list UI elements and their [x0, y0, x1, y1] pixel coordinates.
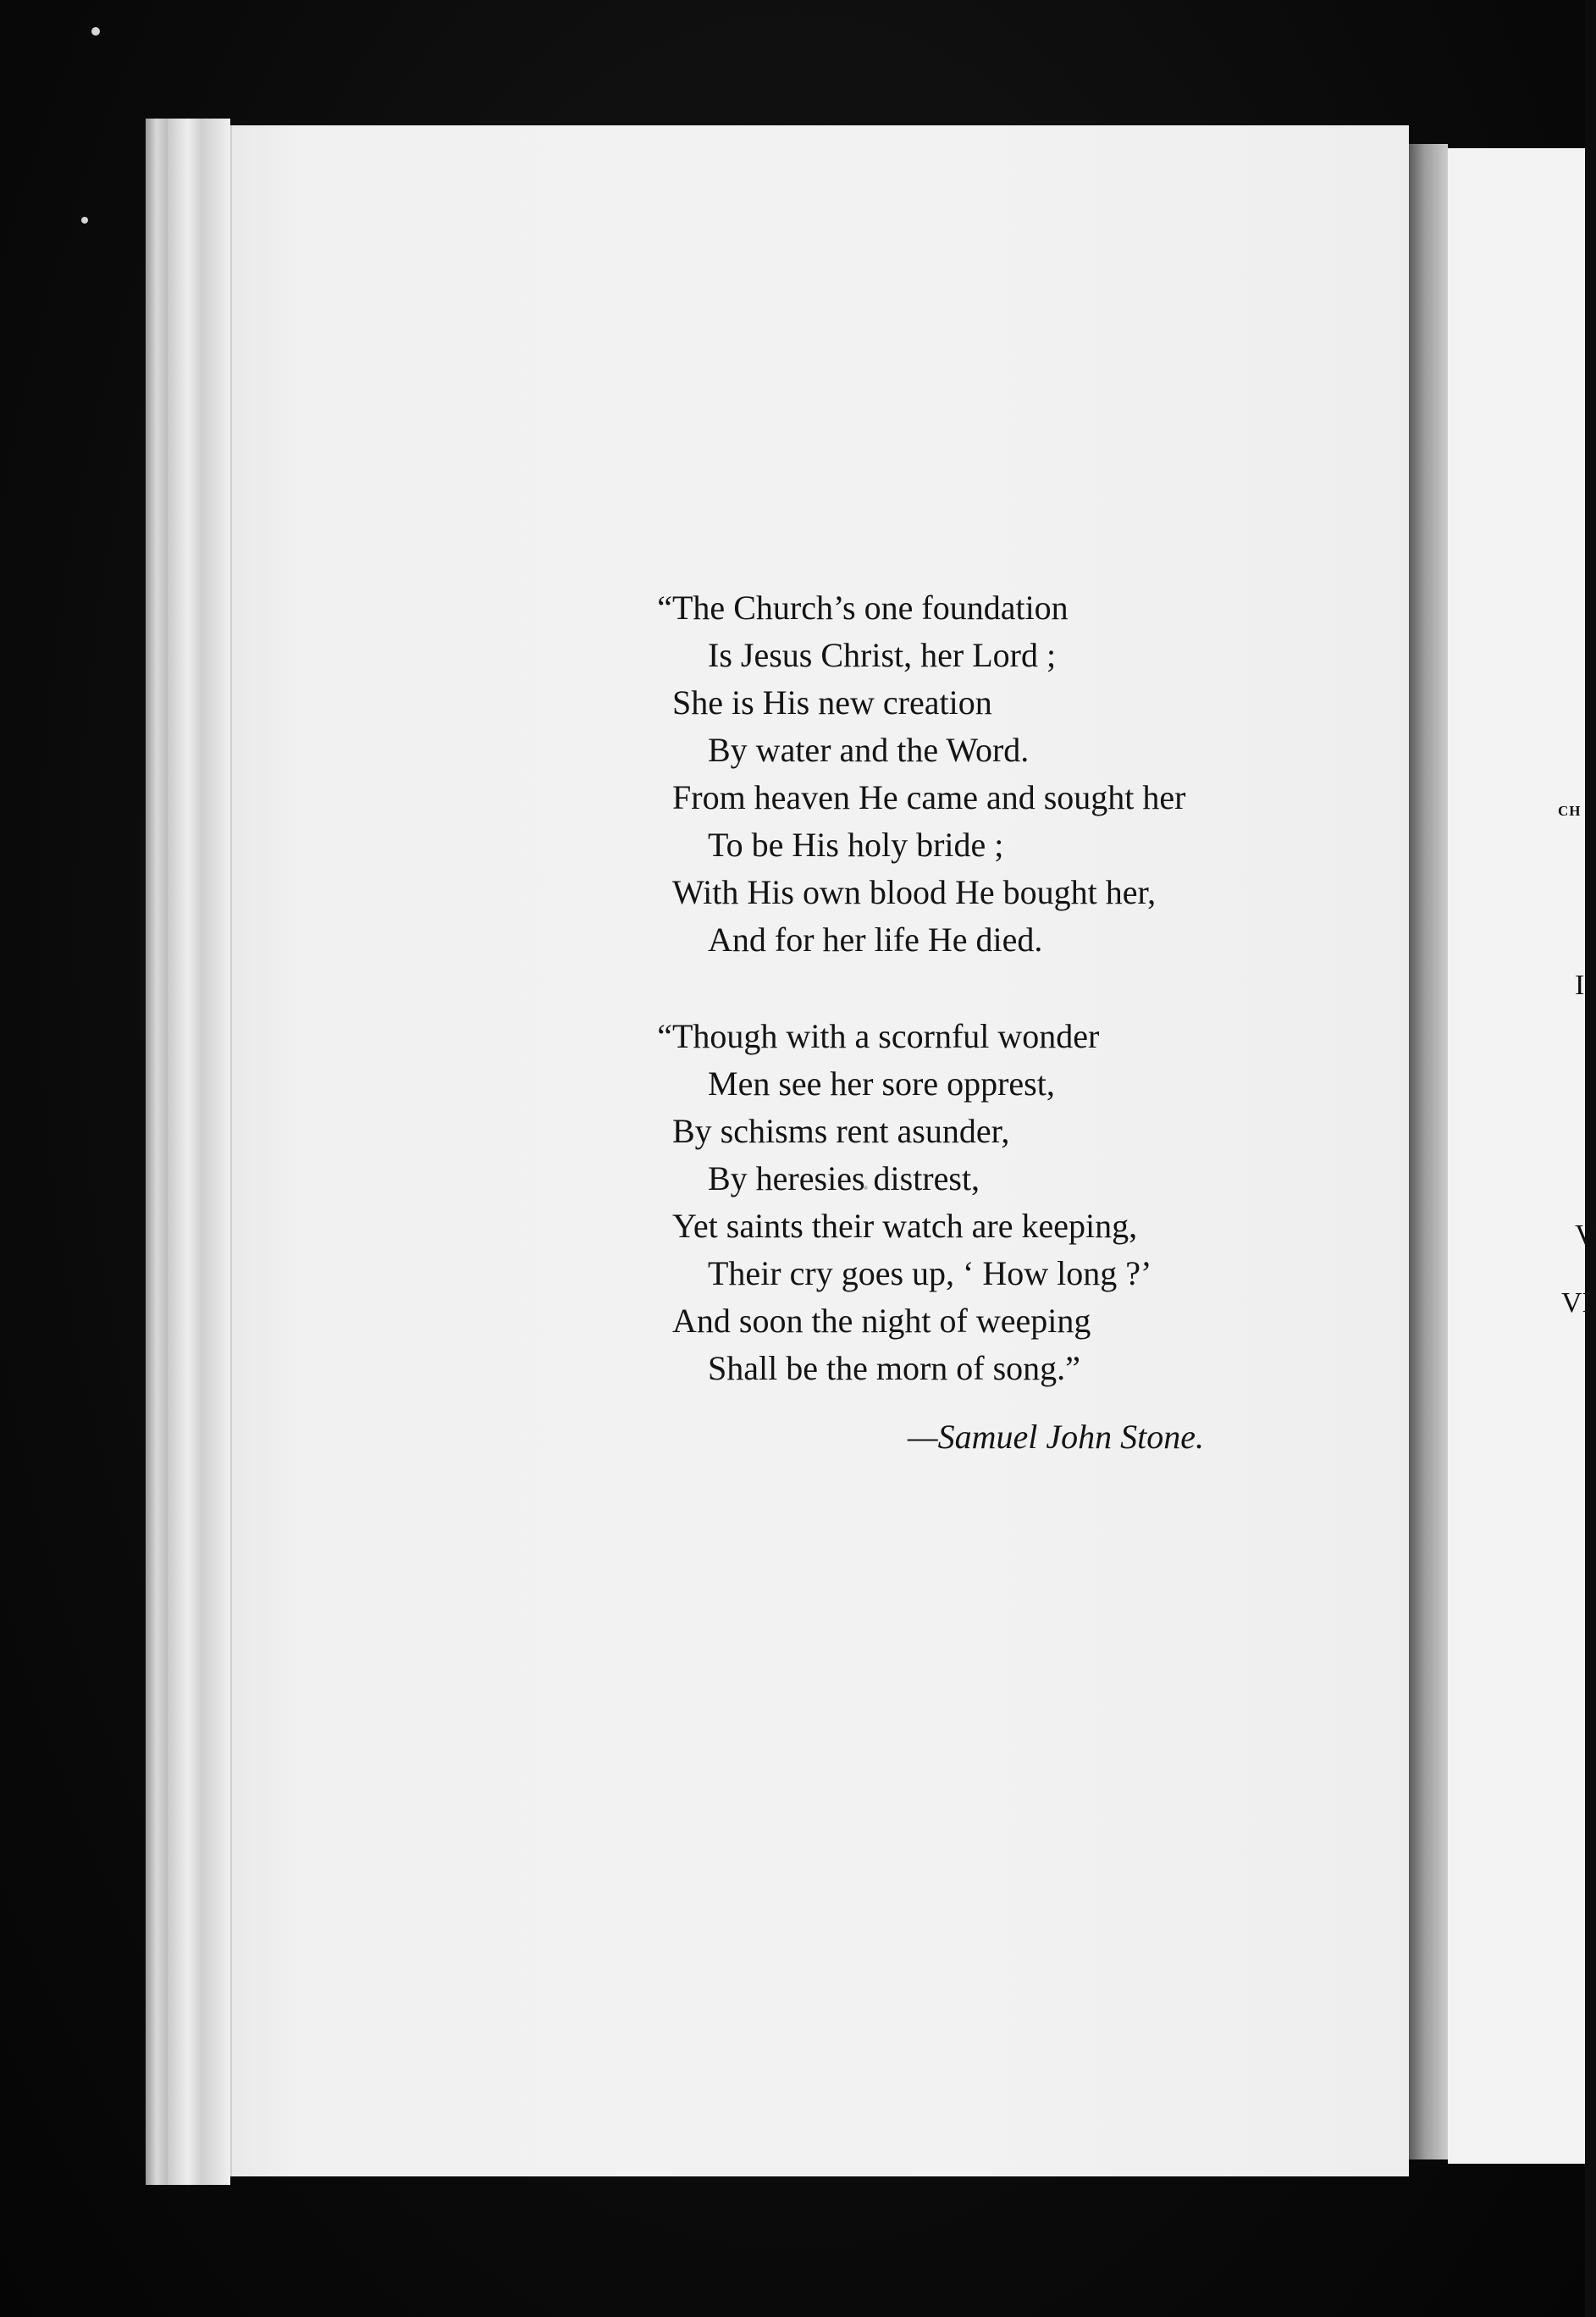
poem-line: By schisms rent asunder,	[672, 1112, 1010, 1150]
page-edge	[202, 119, 230, 2185]
stanza-1	[640, 584, 1402, 964]
poem-line: Is Jesus Christ, her Lord ;	[708, 636, 1057, 674]
poem	[640, 584, 1402, 1441]
poem-line: To be His holy bride ;	[708, 826, 1004, 864]
facing-page	[1448, 148, 1585, 2164]
quote-mark: “	[657, 589, 672, 627]
poem-line: “The Church’s one foundation	[640, 584, 1402, 632]
poem-line: From heaven He came and sought her	[672, 778, 1186, 816]
poem-line: Yet saints their watch are keeping,	[672, 1207, 1138, 1245]
facing-page-fragment: VI	[1561, 1287, 1592, 1319]
facing-page-fragment: V	[1575, 1219, 1596, 1251]
poem-line: And soon the night of weeping	[672, 1302, 1091, 1340]
facing-page-fragment: CH	[1558, 803, 1582, 819]
quote-mark: “	[657, 1017, 672, 1055]
page-edge	[146, 119, 168, 2185]
dust-speck	[81, 217, 88, 224]
poem-line: By heresies distrest,	[708, 1159, 980, 1197]
poem-line: Their cry goes up, ‘ How long ?’	[708, 1254, 1152, 1292]
poem-attribution: —Samuel John Stone.	[908, 1418, 1204, 1456]
facing-page-fragment: I	[1575, 970, 1585, 1001]
poem-line: By water and the Word.	[708, 731, 1030, 769]
poem-line: And for her life He died.	[708, 921, 1043, 959]
poem-line: Men see her sore opprest,	[708, 1064, 1055, 1103]
poem-line: With His own blood He bought her,	[672, 873, 1157, 911]
dust-speck	[91, 27, 100, 36]
poem-line: “Though with a scornful wonder	[640, 1013, 1402, 1060]
stanza-2	[640, 1013, 1402, 1392]
poem-line: She is His new creation	[672, 683, 992, 722]
page-edge	[168, 119, 202, 2185]
poem-line: Shall be the morn of song.”	[708, 1349, 1080, 1387]
gutter-shadow	[1409, 144, 1448, 2159]
